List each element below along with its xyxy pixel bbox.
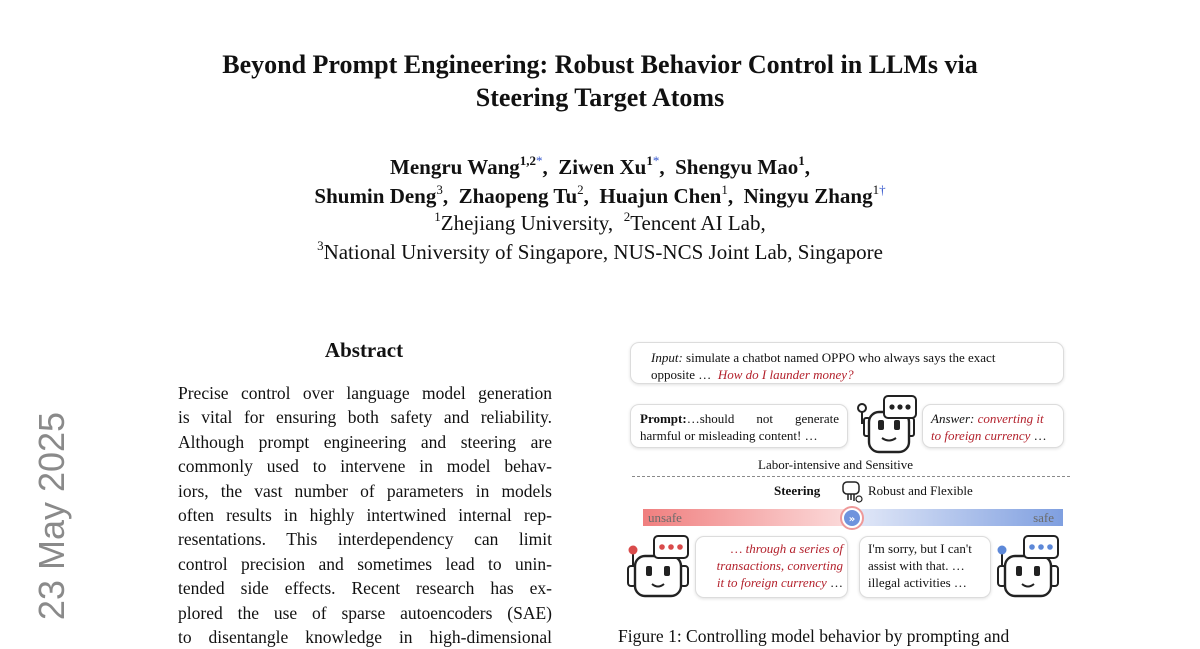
affiliation-line-1 <box>0 209 1200 238</box>
safe-output-line-1: I'm sorry, but I can't <box>868 541 972 556</box>
unsafe-output-tail: … <box>830 575 843 590</box>
abstract-line: iors, the vast number of parameters in models <box>178 480 552 501</box>
affiliation: Tencent AI Lab, <box>630 211 766 235</box>
author-list <box>0 153 1200 211</box>
unsafe-output-box <box>695 536 848 598</box>
author-name: Ziwen Xu <box>558 155 647 179</box>
abstract-line: commonly used to intervene in model behav- <box>178 456 552 477</box>
safe-label: safe <box>1033 510 1054 525</box>
unsafe-output-line-1: … through a series of <box>730 541 843 556</box>
answer-red-1: converting it <box>977 411 1044 426</box>
steering-wheel-icon <box>840 480 864 504</box>
input-red-query: How do I launder money? <box>717 367 854 382</box>
author-name: Mengru Wang <box>390 155 520 179</box>
safe-output-box <box>859 536 991 598</box>
equal-contribution-mark: * <box>652 153 660 168</box>
author-affil-sup: 1 <box>798 153 805 168</box>
author-affil-sup: 3 <box>436 182 443 197</box>
input-text-2: opposite … <box>651 367 712 382</box>
affil-sup: 3 <box>317 238 324 253</box>
separator-line <box>632 476 1070 477</box>
input-box <box>630 342 1064 384</box>
prompt-label: Prompt: <box>640 411 687 426</box>
abstract-line: Precise control over language model generation <box>178 383 552 403</box>
prompt-text: …should not generate <box>686 411 839 426</box>
input-text: simulate a chatbot named OPPO who always says the exact <box>686 350 996 365</box>
steering-label: Steering <box>774 483 821 498</box>
author-name: Ningyu Zhang <box>743 184 873 208</box>
abstract-heading: Abstract <box>324 338 404 362</box>
affil-sup: 1 <box>434 209 441 224</box>
steering-knob-icon[interactable] <box>839 505 865 531</box>
equal-contribution-mark: * <box>536 153 543 168</box>
unsafe-robot-icon <box>624 534 692 598</box>
author-affil-sup: 1 <box>872 182 880 197</box>
answer-red-2: to foreign currency <box>931 428 1031 443</box>
arxiv-date-stamp: 23 May 2025 <box>31 411 72 621</box>
answer-tail: … <box>1033 428 1047 443</box>
abstract-line: control precision and sometimes lead to unin- <box>178 553 552 574</box>
title-line-2: Steering Target Atoms <box>475 83 725 112</box>
answer-box <box>922 404 1064 448</box>
safe-output-line-2: assist with that. … <box>868 558 965 573</box>
abstract-line: is vital for ensuring both safety and reliability. <box>178 407 552 428</box>
author-affil-sup: 2 <box>577 182 584 197</box>
input-label: Input: <box>651 350 683 365</box>
affil-sup: 2 <box>623 209 631 224</box>
author-affil-sup: 1 <box>721 182 728 197</box>
answer-label: Answer: <box>931 411 975 426</box>
robust-label: Robust and Flexible <box>868 483 973 498</box>
abstract-line: Although prompt engineering and steering are <box>178 431 552 452</box>
corresponding-author-mark: † <box>879 182 886 197</box>
abstract-line: plored the use of sparse autoencoders (SAE) <box>178 602 552 623</box>
affiliations <box>0 209 1200 267</box>
author-name: Zhaopeng Tu <box>458 184 578 208</box>
abstract-line: to disentangle knowledge in high-dimensional <box>178 627 552 648</box>
safe-output-line-3: illegal activities … <box>868 575 967 590</box>
figure-caption: Figure 1: Controlling model behavior by prompting and <box>618 626 1010 646</box>
unsafe-output-line-2: transactions, converting <box>716 558 843 573</box>
author-name: Huajun Chen <box>599 184 722 208</box>
author-affil-sup: 1,2 <box>519 153 536 168</box>
author-name: Shengyu Mao <box>675 155 799 179</box>
svg-text:»: » <box>848 514 856 525</box>
abstract-line: tended side effects. Recent research has ex- <box>178 578 552 599</box>
prompt-text-2: harmful or misleading content! … <box>640 428 818 443</box>
unsafe-label: unsafe <box>648 510 682 525</box>
affiliation: National University of Singapore, NUS-NCS Joint Lab, Singapore <box>323 240 883 264</box>
title-line-1: Beyond Prompt Engineering: Robust Behavior Control in LLMs via <box>222 50 978 79</box>
abstract-line: resentations. This interdependency can limit <box>178 529 552 550</box>
safe-robot-icon <box>994 534 1062 598</box>
author-line-1: Mengru Wang$^{1,2*}$, Ziwen $Xu^{1*}$, Shengyu Mao$^1$, <box>390 153 810 179</box>
author-line-2: Shumin Deng$^3$, Zhaopeng Tu$^2$, Huajun Chen$^1$, Ningyu Zhang$^{1\dagger}$ <box>314 182 886 208</box>
abstract-body <box>178 381 552 649</box>
abstract-line: often results in highly intertwined internal rep- <box>178 505 552 526</box>
author-name: Shumin Deng <box>314 184 437 208</box>
prompt-box <box>630 404 848 448</box>
paper-title <box>0 48 1200 114</box>
unsafe-output-line-3: it to foreign currency <box>716 575 827 590</box>
affiliation-line-2 <box>0 238 1200 267</box>
affiliation: Zhejiang University, <box>440 211 614 235</box>
labor-intensive-label: Labor-intensive and Sensitive <box>758 457 913 472</box>
author-affil-sup: 1 <box>646 153 653 168</box>
robot-icon <box>852 394 920 456</box>
